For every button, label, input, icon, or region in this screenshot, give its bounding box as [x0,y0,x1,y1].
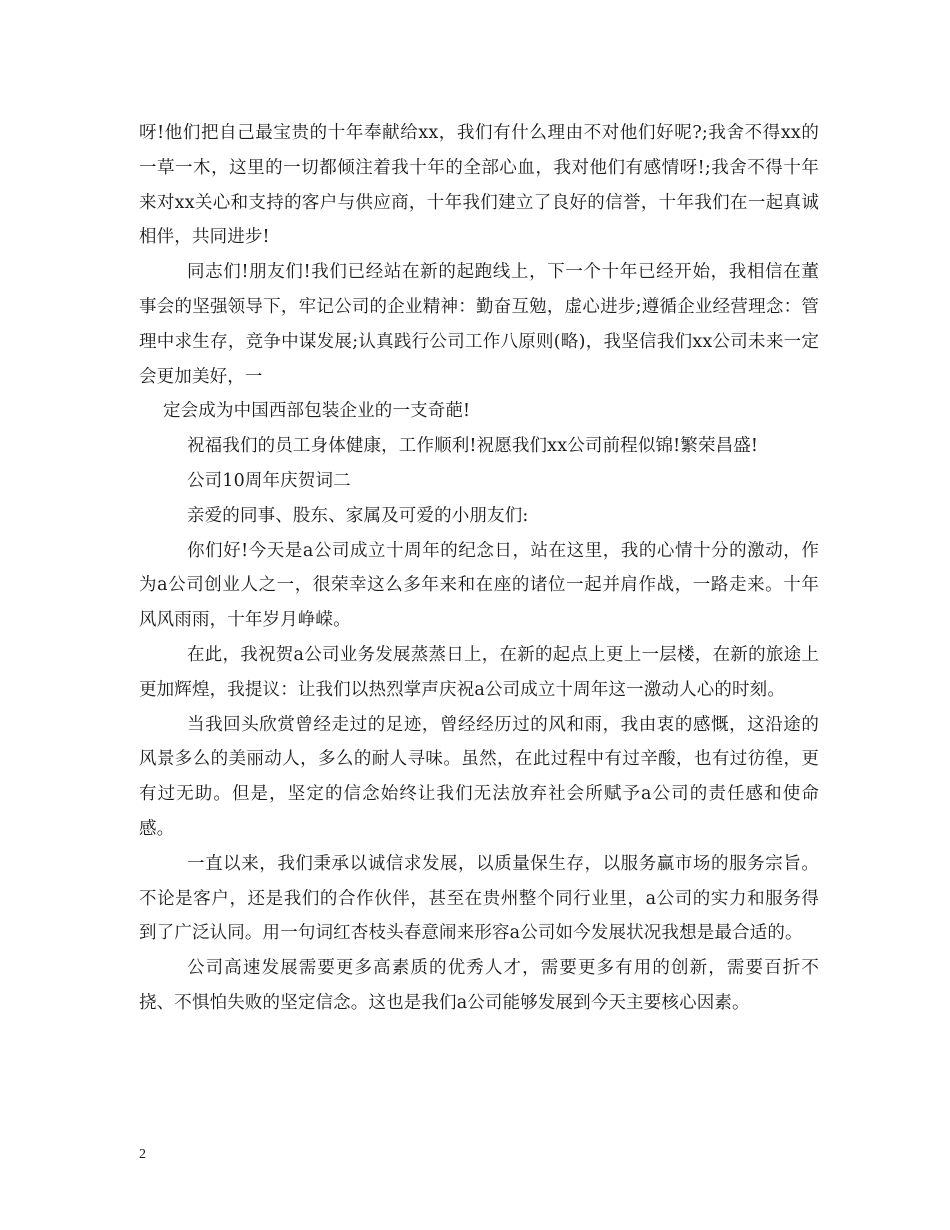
paragraph-2: 同志们!朋友们!我们已经站在新的起跑线上，下一个十年已经开始，我相信在董事会的坚强领导下，牢记公司的企业精神：勤奋互勉，虚心进步;遵循企业经营理念：管理中求生存，竞争中谋发展;认真践行公司工作八原则(略)，我坚信我们xx公司未来一定会更加美好，一 [139,262,819,387]
paragraph-8: 在此，我祝贺a公司业务发展蒸蒸日上，在新的起点上更上一层楼，在新的旅途上更加辉煌，我提议：让我们以热烈掌声庆祝a公司成立十周年这一激动人心的时刻。 [139,644,819,700]
paragraph-1: 呀!他们把自己最宝贵的十年奉献给xx，我们有什么理由不对他们好呢?;我舍不得xx的一草一木，这里的一切都倾注着我十年的全部心血，我对他们有感情呀!;我舍不得十年来对xx关心和支持的客户与供应商，十年我们建立了良好的信誉，十年我们在一起真诚相伴，共同进步! [139,123,819,248]
paragraph-7: 你们好!今天是a公司成立十周年的纪念日，站在这里，我的心情十分的激动，作为a公司创业人之一，很荣幸这么多年来和在座的诸位一起并肩作战，一路走来。十年风风雨雨，十年岁月峥嵘。 [139,540,819,631]
body-text [139,116,819,1021]
paragraph-4: 祝福我们的员工身体健康，工作顺利!祝愿我们xx公司前程似锦!繁荣昌盛! [187,436,759,457]
page-number: 2 [139,1147,146,1162]
paragraph-11: 公司高速发展需要更多高素质的优秀人才，需要更多有用的创新，需要百折不挠、不惧怕失败的坚定信念。这也是我们a公司能够发展到今天主要核心因素。 [139,958,819,1013]
paragraph-9: 当我回头欣赏曾经走过的足迹，曾经经历过的风和雨，我由衷的感慨，这沿途的风景多么的美丽动人，多么的耐人寻味。虽然，在此过程中有过辛酸，也有过彷徨，更有过无助。但是，坚定的信念始终让我们无法放弃社会所赋予a公司的责任感和使命感。 [139,714,819,839]
section-heading: 公司10周年庆贺词二 [187,470,351,491]
salutation: 亲爱的同事、股东、家属及可爱的小朋友们: [187,505,529,526]
paragraph-3: 定会成为中国西部包装企业的一支奇葩! [163,401,471,422]
paragraph-10: 一直以来，我们秉承以诚信求发展，以质量保生存，以服务赢市场的服务宗旨。不论是客户，还是我们的合作伙伴，甚至在贵州整个同行业里，a公司的实力和服务得到了广泛认同。用一句词红杏枝头春意闹来形容a公司如今发展状况我想是最合适的。 [139,853,819,944]
